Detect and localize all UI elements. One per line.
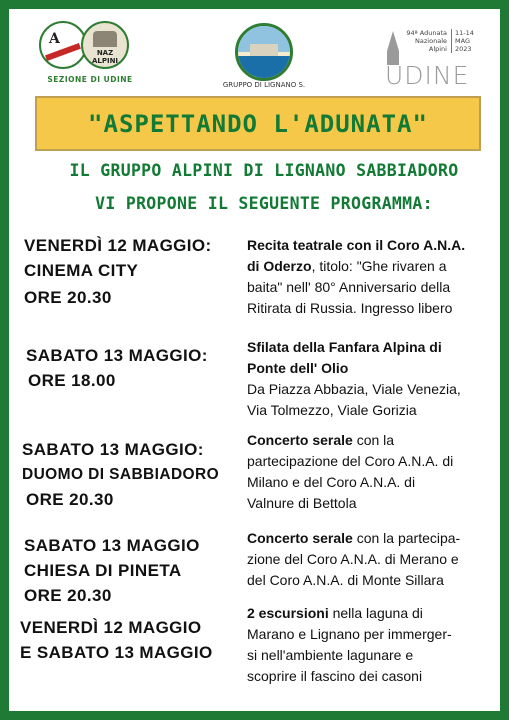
event-5-when: VENERDÌ 12 MAGGIO E SABATO 13 MAGGIO	[20, 618, 213, 662]
event-5-description: 2 escursioni nella laguna di Marano e Lignano per immerger- si nell'ambiente lagunare e scoprire il fascino dei casoni	[247, 605, 452, 684]
adunata-text: 94ª Adunata Nazionale Alpini	[406, 29, 447, 53]
alpini-monument-icon: NAZ ALPINI	[81, 21, 129, 69]
event-3-when: SABATO 13 MAGGIO: DUOMO DI SABBIADORO ORE 20.30	[22, 440, 220, 509]
ana-emblem-icon: A	[39, 21, 87, 69]
event-4-when: SABATO 13 MAGGIO CHIESA DI PINETA ORE 20.30	[24, 536, 200, 605]
sezione-label: SEZIONE DI UDINE	[47, 75, 133, 84]
bell-tower-icon	[387, 31, 399, 51]
lignano-emblem-icon	[235, 23, 293, 81]
adunata-udine-logo	[383, 23, 483, 89]
event-4-description: Concerto serale con la partecipa- zione del Coro A.N.A. di Merano e del Coro A.N.A. di Monte Sillara	[247, 530, 461, 588]
intro-line-2: VI PROPONE IL SEGUENTE PROGRAMMA:	[95, 194, 433, 213]
gruppo-lignano-logo	[204, 23, 324, 97]
event-2-when: SABATO 13 MAGGIO: ORE 18.00	[26, 346, 208, 390]
poster	[9, 9, 500, 711]
gruppo-label: GRUPPO DI LIGNANO S.	[222, 81, 306, 89]
udine-wordmark: UDINE	[385, 61, 470, 90]
event-1-description: Recita teatrale con il Coro A.N.A. di Oderzo, titolo: "Ghe rivaren a baita" nell' 80° Anniversario della Ritirata di Russia. Ingresso libero	[247, 237, 466, 316]
ana-sezione-udine-logo	[37, 19, 143, 91]
adunata-date: 11-14 MAG 2023	[451, 29, 474, 53]
event-2-description: Sfilata della Fanfara Alpina di Ponte dell' Olio Da Piazza Abbazia, Viale Venezia, Via Tolmezzo, Viale Gorizia	[247, 339, 461, 418]
event-3-description: Concerto serale con la partecipazione del Coro A.N.A. di Milano e del Coro A.N.A. di Valnure di Bettola	[247, 432, 454, 511]
intro-line-1: IL GRUPPO ALPINI DI LIGNANO SABBIADORO	[69, 161, 459, 180]
title-banner: "ASPETTANDO L'ADUNATA"	[35, 96, 481, 151]
event-1-when: VENERDÌ 12 MAGGIO: CINEMA CITY ORE 20.30	[24, 236, 212, 307]
